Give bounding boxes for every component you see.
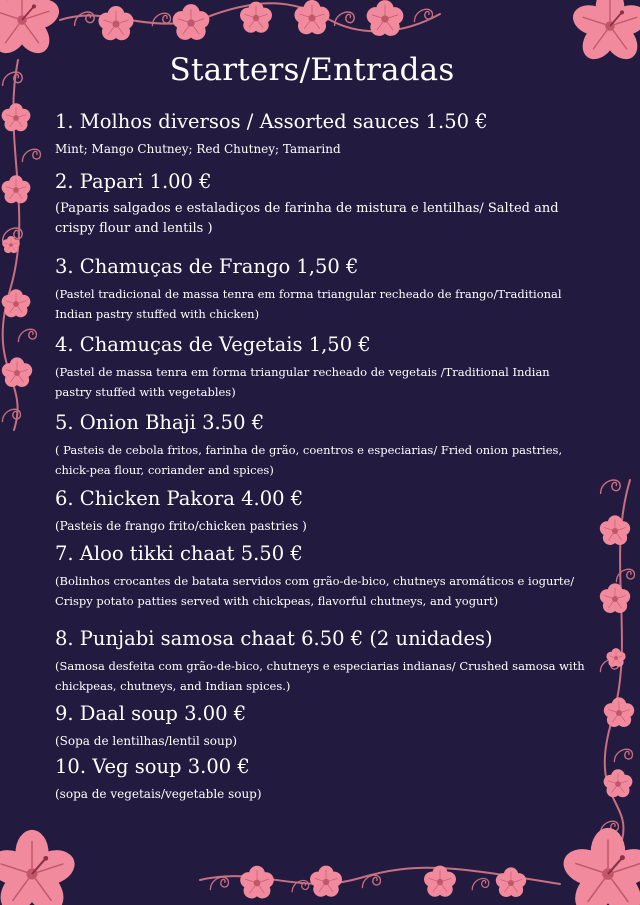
item-name: 10. Veg soup 3.00 € (55, 755, 250, 778)
item-description: (Pastel tradicional de massa tenra em forma triangular recheado de frango/Traditional Indian pastry stuffed with chicken) (55, 287, 562, 321)
menu-item (55, 170, 590, 239)
item-name: 5. Onion Bhaji 3.50 € (55, 411, 265, 434)
item-description: (sopa de vegetais/vegetable soup) (55, 787, 262, 801)
item-name: 4. Chamuças de Vegetais 1,50 € (55, 333, 371, 356)
menu-item (55, 542, 590, 611)
item-name: 6. Chicken Pakora 4.00 € (55, 487, 304, 510)
item-description: (Pasteis de frango frito/chicken pastries ) (55, 519, 307, 533)
item-description: (Sopa de lentilhas/lentil soup) (55, 734, 238, 748)
menu-item (55, 110, 590, 159)
item-name: 8. Punjabi samosa chaat 6.50 € (2 unidades) (55, 627, 493, 650)
item-description: Mint; Mango Chutney; Red Chutney; Tamarind (55, 142, 341, 156)
item-name: 2. Papari 1.00 € (55, 170, 212, 193)
menu-item (55, 702, 590, 751)
menu-item (55, 755, 590, 804)
item-description: (Paparis salgados e estaladiços de farinha de mistura e lentilhas/ Salted and crispy flour and lentils ) (55, 201, 559, 236)
menu-item (55, 487, 590, 536)
item-name: 1. Molhos diversos / Assorted sauces 1.50 € (55, 110, 488, 133)
item-description: (Bolinhos crocantes de batata servidos com grão-de-bico, chutneys aromáticos e iogurte/ Crispy potato patties served with chickpeas, flavorful chutneys, and yogurt) (55, 574, 575, 608)
item-description: (Samosa desfeita com grão-de-bico, chutneys e especiarias indianas/ Crushed samosa with chickpeas, chutneys, and Indian spices.) (55, 659, 585, 693)
menu-item (55, 411, 590, 480)
item-description: (Pastel de massa tenra em forma triangular recheado de vegetais /Traditional Indian pastry stuffed with vegetables) (55, 365, 550, 399)
page-title: Starters/Entradas (169, 52, 455, 88)
menu-item (55, 333, 590, 402)
item-name: 9. Daal soup 3.00 € (55, 702, 247, 725)
menu-item (55, 255, 590, 324)
item-name: 7. Aloo tikki chaat 5.50 € (55, 542, 303, 565)
menu-item (55, 627, 590, 696)
item-name: 3. Chamuças de Frango 1,50 € (55, 255, 359, 278)
item-description: ( Pasteis de cebola fritos, farinha de grão, coentros e especiarias/ Fried onion pastries, chick-pea flour, coriander and spices) (55, 443, 563, 477)
